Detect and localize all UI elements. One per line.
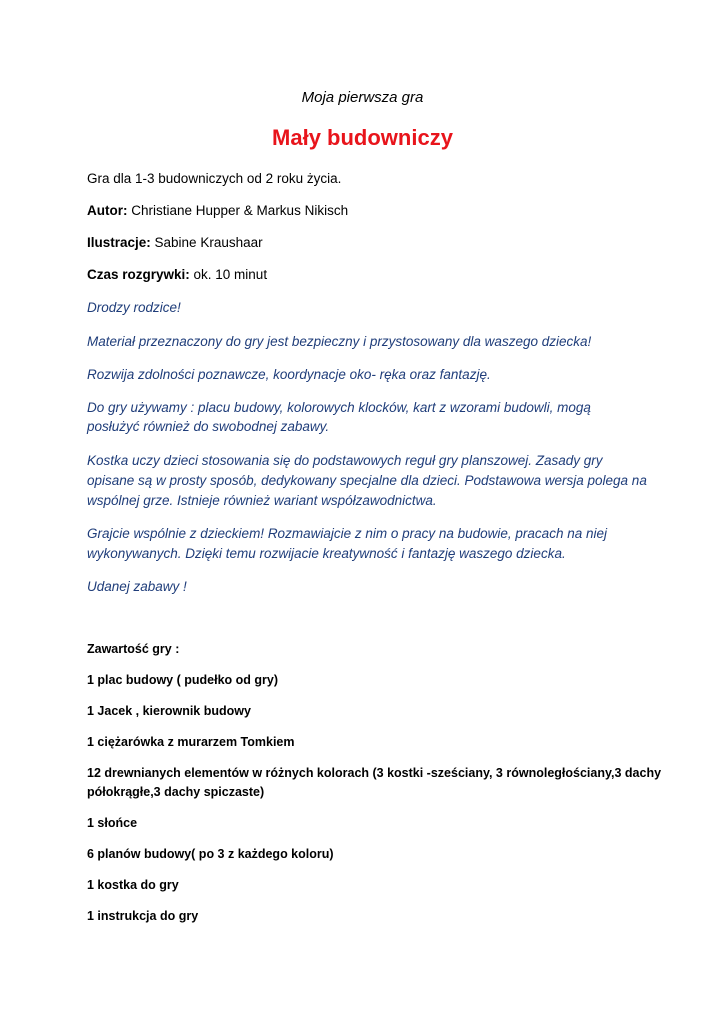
letter-paragraph-1: Materiał przeznaczony do gry jest bezpieczny i przystosowany dla waszego dziecka! (87, 334, 592, 349)
contents-item: 1 słońce (87, 816, 138, 830)
play-time-line (87, 264, 647, 285)
contents-item: 6 planów budowy( po 3 z każdego koloru) (87, 847, 334, 861)
contents-item: 1 Jacek , kierownik budowy (87, 704, 251, 718)
author-label: Autor: (87, 203, 128, 218)
contents-heading: Zawartość gry : (87, 642, 180, 656)
letter-paragraph-4-line-3: wspólnej grze. Istnieje również wariant współzawodnictwa. (87, 493, 437, 508)
illustrations-label: Ilustracje: (87, 235, 151, 250)
letter-paragraph-5-line-2: wykonywanych. Dzięki temu rozwijacie kreatywność i fantazję waszego dziecka. (87, 546, 566, 561)
contents-item-continued: półokrągłe,3 dachy spiczaste) (87, 785, 265, 799)
letter-paragraph-2: Rozwija zdolności poznawcze, koordynacje oko- ręka oraz fantazję. (87, 367, 491, 382)
players-info: Gra dla 1-3 budowniczych od 2 roku życia. (87, 171, 342, 186)
letter-paragraph-4-line-1: Kostka uczy dzieci stosowania się do podstawowych reguł gry planszowej. Zasady gry (87, 453, 603, 468)
contents-item: 1 ciężarówka z murarzem Tomkiem (87, 735, 295, 749)
letter-paragraph-4-line-2: opisane są w prosty sposób, dedykowany specjalne dla dzieci. Podstawowa wersja polega na (87, 473, 647, 488)
document-subtitle: Moja pierwsza gra (301, 89, 424, 106)
letter-paragraph-3-line-2: posłużyć również do swobodnej zabawy. (87, 419, 330, 434)
letter-greeting: Drodzy rodzice! (87, 300, 181, 315)
illustrations-value: Sabine Kraushaar (150, 235, 263, 250)
letter-paragraph-5-line-1: Grajcie wspólnie z dzieckiem! Rozmawiajcie z nim o pracy na budowie, pracach na niej (87, 526, 607, 541)
letter-closing: Udanej zabawy ! (87, 579, 187, 594)
author-line (87, 200, 647, 221)
contents-item: 1 plac budowy ( pudełko od gry) (87, 673, 278, 687)
illustrations-line (87, 232, 647, 253)
contents-item: 1 kostka do gry (87, 878, 179, 892)
play-time-label: Czas rozgrywki: (87, 267, 190, 282)
contents-item: 12 drewnianych elementów w różnych kolorach (3 kostki -sześciany, 3 równoległościany,3 dachy (87, 766, 662, 780)
document-title: Mały budowniczy (272, 125, 453, 150)
contents-item: 1 instrukcja do gry (87, 909, 199, 923)
author-value: Christiane Hupper & Markus Nikisch (127, 203, 349, 218)
play-time-value: ok. 10 minut (189, 267, 268, 282)
letter-paragraph-3-line-1: Do gry używamy : placu budowy, kolorowych klocków, kart z wzorami budowli, mogą (87, 400, 591, 415)
